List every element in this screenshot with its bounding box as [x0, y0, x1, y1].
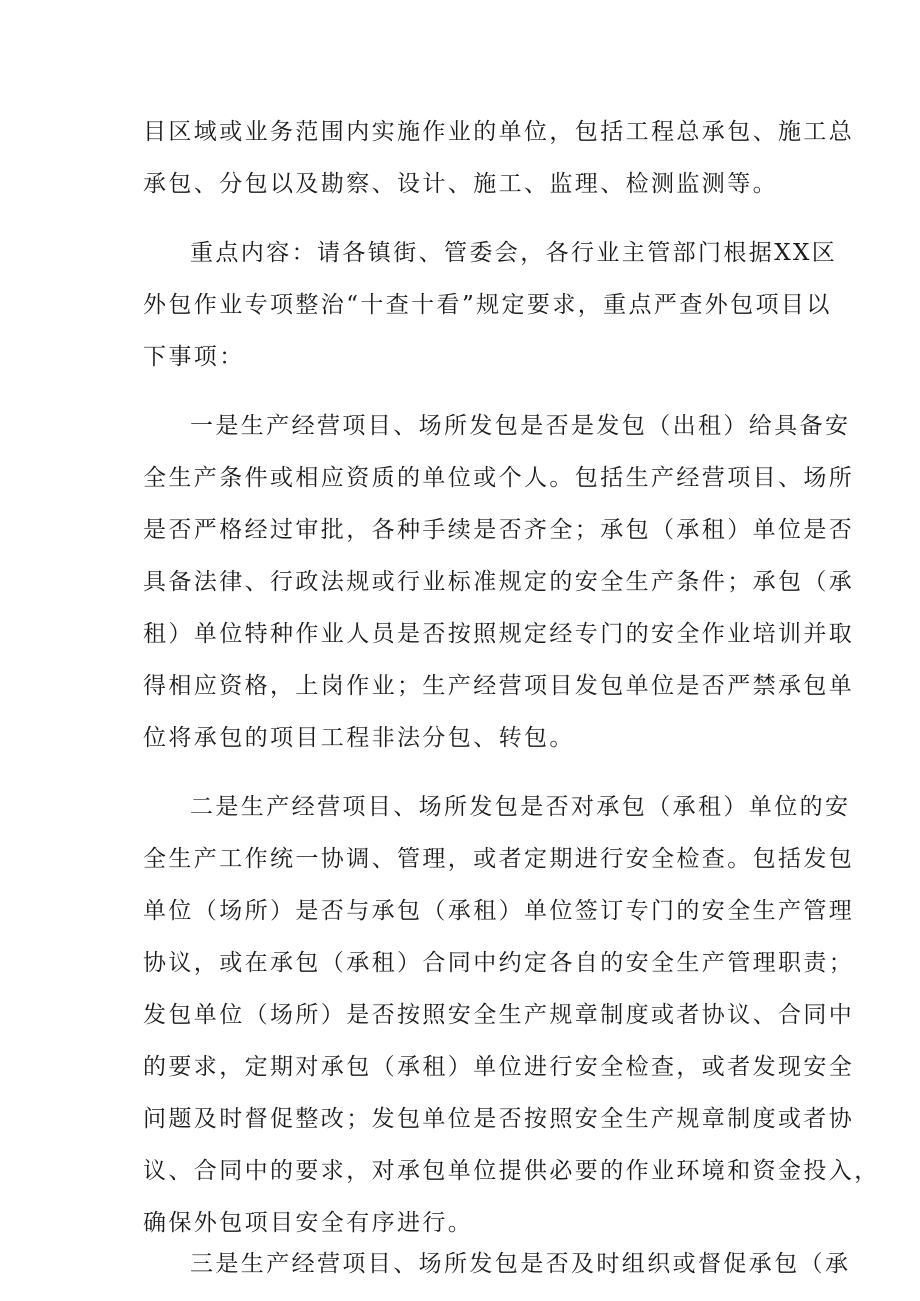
text-line: 位将承包的项目工程非法分包、转包。 — [143, 725, 575, 751]
text-line: 问题及时督促整改；发包单位是否按照安全生产规章制度或者协 — [143, 1106, 855, 1132]
text-line: 三是生产经营项目、场所发包是否及时组织或督促承包（承 — [190, 1251, 851, 1277]
text-line: 协议，或在承包（承租）合同中约定各自的安全生产管理职责； — [143, 950, 855, 976]
text-line: 重点内容：请各镇街、管委会，各行业主管部门根据XX区 — [190, 240, 838, 266]
text-line: 是否严格经过审批，各种手续是否齐全；承包（承租）单位是否 — [143, 517, 855, 543]
text-line: 发包单位（场所）是否按照安全生产规章制度或者协议、合同中 — [143, 1002, 855, 1028]
text-line: 议、合同中的要求，对承包单位提供必要的作业环境和资金投入， — [143, 1158, 880, 1184]
text-line: 二是生产经营项目、场所发包是否对承包（承租）单位的安 — [190, 794, 851, 820]
text-line: 全生产工作统一协调、管理，或者定期进行安全检查。包括发包 — [143, 846, 855, 872]
text-line: 确保外包项目安全有序进行。 — [143, 1210, 474, 1236]
text-line: 一是生产经营项目、场所发包是否是发包（出租）给具备安 — [190, 413, 851, 439]
text-line: 的要求，定期对承包（承租）单位进行安全检查，或者发现安全 — [143, 1054, 855, 1080]
text-line: 单位（场所）是否与承包（承租）单位签订专门的安全生产管理 — [143, 898, 855, 924]
text-line: 全生产条件或相应资质的单位或个人。包括生产经营项目、场所 — [143, 465, 855, 491]
text-line: 承包、分包以及勘察、设计、施工、监理、检测监测等。 — [143, 171, 778, 197]
text-line: 具备法律、行政法规或行业标准规定的安全生产条件；承包（承 — [143, 569, 855, 595]
text-line: 下事项： — [143, 344, 245, 370]
text-line: 外包作业专项整治“十查十看”规定要求，重点严查外包项目以 — [143, 292, 832, 318]
text-line: 得相应资格，上岗作业；生产经营项目发包单位是否严禁承包单 — [143, 673, 855, 699]
text-line: 目区域或业务范围内实施作业的单位，包括工程总承包、施工总 — [143, 119, 855, 145]
text-line: 租）单位特种作业人员是否按照规定经专门的安全作业培训并取 — [143, 621, 855, 647]
